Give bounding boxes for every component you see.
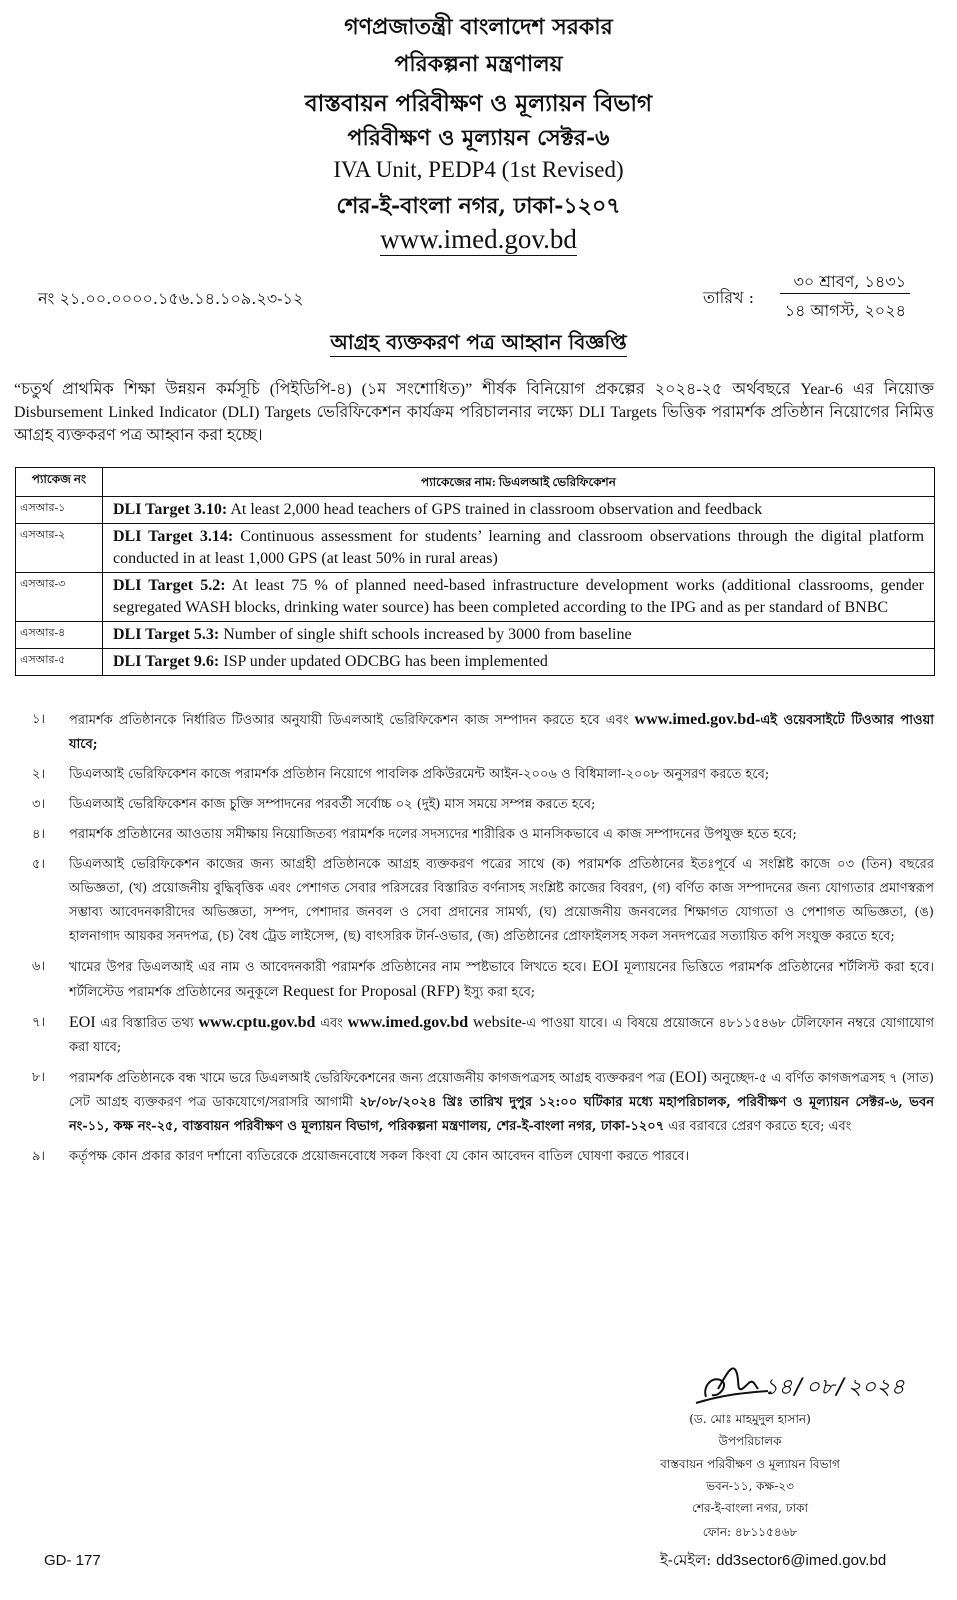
footer-code: GD- 177: [44, 1552, 101, 1569]
item-text: ডিএলআই ভেরিফিকেশন কাজে পরামর্শক প্রতিষ্ঠান নিয়োগে পাবলিক প্রকিউরমেন্ট আইন-২০০৬ ও বিধিমালা-২০০৮ অনুসরণ করতে হবে;: [69, 767, 770, 782]
package-desc-cell: [103, 649, 935, 676]
item-number: ৬।: [32, 959, 46, 974]
condition-item-2: [14, 763, 934, 787]
signatory-building: ভবন-১১, কক্ষ-২৩: [706, 1479, 794, 1493]
eoi-term: (EOI): [669, 1069, 707, 1086]
table-row: [16, 622, 935, 649]
date-label: তারিখ :: [703, 288, 755, 307]
item-text: ইস্যু করা হবে;: [464, 985, 536, 1000]
dli-target: DLI Target 5.3:: [113, 626, 220, 643]
eoi-term: EOI: [69, 1014, 96, 1031]
dli-description: ISP under updated ODCBG has been implemented: [223, 653, 548, 670]
item-number: ৫।: [32, 857, 46, 872]
dli-description: Continuous assessment for students’ learning and classroom observations through the digital platform conducted in at least 1,000 GPS (at least 50% in rural areas): [113, 528, 925, 567]
package-desc-cell: [103, 573, 935, 622]
date-divider: [780, 293, 910, 294]
date-english: ১৪ আগস্ট, ২০২৪: [784, 301, 906, 320]
header-ministry: পরিকল্পনা মন্ত্রণালয়: [394, 51, 563, 77]
condition-item-1: [14, 708, 934, 757]
item-text: পরামর্শক প্রতিষ্ঠানকে নির্ধারিত টিওআর অনুযায়ী ডিএলআই ভেরিফিকেশন কাজ সম্পাদন করতে হবে এবং: [69, 713, 629, 728]
notice-title: [0, 328, 957, 361]
package-desc-cell: [103, 524, 935, 573]
signature-date: ১৪/০৮/২০২৪: [764, 1375, 905, 1400]
signatory-designation: উপপরিচালক: [718, 1434, 782, 1448]
item-text: ডিএলআই ভেরিফিকেশন কাজ চুক্তি সম্পাদনের পরবর্তী সর্বোচ্চ ০২ (দুই) মাস সময়ে সম্পন্ন করতে হবে;: [69, 797, 596, 812]
item-number: ৪।: [32, 827, 46, 842]
item-text: -এ পাওয়া যাবে। এ বিষয়ে প্রয়োজনে ৪৮১১৫৪৬৮ টেলিফোন নম্বরে যোগাযোগ করা যাবে;: [69, 1016, 934, 1055]
item-number: ১।: [32, 712, 46, 727]
package-no: এসআর-২: [16, 524, 103, 573]
header-package-no: প্যাকেজ নং: [16, 468, 103, 497]
item-number: ৭।: [32, 1015, 46, 1030]
rfp-term: Request for Proposal (RFP): [282, 983, 460, 1000]
table-row: [16, 573, 935, 622]
signatory-phone: ফোন: ৪৮১১৫৪৬৮: [702, 1525, 798, 1539]
eoi-term: EOI: [592, 958, 619, 975]
signatory-name: (ড. মোঃ মাহমুদুল হাসান): [689, 1412, 811, 1426]
signatory-address: শের-ই-বাংলা নগর, ঢাকা: [692, 1501, 808, 1515]
package-no: এসআর-৩: [16, 573, 103, 622]
dli-target: DLI Target 9.6:: [113, 653, 220, 670]
condition-item-5: [14, 853, 934, 949]
item-text-bold: -এই ওয়েবসাইটে টিওআর পাওয়া যাবে;: [69, 713, 934, 752]
table-row: [16, 649, 935, 676]
dli-description: At least 75 % of planned need-based infrastructure development works (additional classrooms, gender segregated WASH blocks, drinking water source) has been completed according to the IPG and as per standard of BNBC: [113, 577, 924, 616]
item-text: অনুচ্ছেদ-৫ এ বর্ণিত কাগজপত্রসহ ৭ (সাত) সেট আগ্রহ ব্যক্তকরণ পত্র ডাকযোগে/সরাসরি আগামী: [69, 1071, 934, 1110]
header-package-name: প্যাকেজের নাম: ডিএলআই ভেরিফিকেশন: [103, 468, 935, 497]
table-row: [16, 497, 935, 524]
item-number: ৯।: [32, 1149, 46, 1164]
dli-target: DLI Target 3.10:: [113, 501, 228, 518]
memo-number: নং ২১.০০.০০০০.১৫৬.১৪.১০৯.২৩-১২: [38, 289, 304, 308]
dli-target: DLI Target 3.14:: [113, 528, 234, 545]
date-bangla: ৩০ শ্রাবণ, ১৪৩১: [793, 272, 906, 291]
item-text: এবং: [320, 1016, 343, 1031]
package-no: এসআর-৫: [16, 649, 103, 676]
table-row: [16, 524, 935, 573]
condition-item-6: [14, 955, 934, 1005]
condition-item-8: [14, 1066, 934, 1139]
imed-website-link[interactable]: www.imed.gov.bd: [634, 711, 756, 728]
item-number: ৮।: [32, 1070, 46, 1085]
header-address: শের-ই-বাংলা নগর, ঢাকা-১২০৭: [336, 193, 621, 219]
header-division: বাস্তবায়ন পরিবীক্ষণ ও মূল্যায়ন বিভাগ: [304, 90, 653, 117]
item-text: খামের উপর ডিএলআই এর নাম ও আবেদনকারী পরামর্শক প্রতিষ্ঠানের নাম স্পষ্টভাবে লিখতে হবে।: [69, 960, 587, 975]
item-text: কর্তৃপক্ষ কোন প্রকার কারণ দর্শানো ব্যতিরেকে প্রয়োজনবোধে সকল কিংবা যে কোন আবেদন বাতিল ঘোষণা করতে পারবে।: [69, 1149, 690, 1164]
package-desc-cell: [103, 622, 935, 649]
condition-item-7: [14, 1011, 934, 1060]
package-desc-cell: [103, 497, 935, 524]
item-text: মূল্যায়নের ভিত্তিতে পরামর্শক প্রতিষ্ঠানের শর্টলিস্ট করা হবে। শর্টলিস্টেড পরামর্শক প্রতিষ্ঠানের অনুকূলে: [69, 960, 934, 1000]
header-website[interactable]: [0, 224, 957, 255]
item-text: ডিএলআই ভেরিফিকেশন কাজের জন্য আগ্রহী প্রতিষ্ঠানকে আগ্রহ ব্যক্তকরণ পত্রের সাথে (ক) পরামর্শক প্রতিষ্ঠানের ইতঃপূর্বে এ সংশ্লিষ্ট কাজে ০৩ (তিন) বছরের অভিজ্ঞতা, (খ) প্রয়োজনীয় বুদ্ধিবৃত্তিক এবং পেশাগত সেবার পরিসরের বিস্তারিত বর্ণনাসহ সংশ্লিষ্ট কাজের বিবরণ, (গ) বর্ণিত কাজ সম্পাদনের জন্য যোগ্যতার প্রমাণস্বরূপ সম্ভাব্য আবেদনকারীদের অভিজ্ঞতা, সম্পদ, পেশাদার জনবল ও সেবা প্রদানের সামর্থ্য, (ঘ) প্রয়োজনীয় জনবলের শিক্ষাগত যোগ্যতা ও পেশাগত অভিজ্ঞতা, (ঙ) হালনাগাদ আয়কর সনদপত্র, (চ) বৈধ ট্রেড লাইসেন্স, (ছ) বাৎসরিক টার্ন-ওভার, (জ) প্রতিষ্ঠানের প্রোফাইলসহ সকল সনদপত্রের সত্যায়িত কপি সংযুক্ত করতে হবে;: [69, 857, 934, 944]
item-number: ৩।: [32, 797, 46, 812]
signatory-division: বাস্তবায়ন পরিবীক্ষণ ও মূল্যায়ন বিভাগ: [660, 1457, 840, 1471]
website-term: website: [472, 1014, 522, 1031]
cptu-website-link[interactable]: www.cptu.gov.bd: [198, 1014, 316, 1031]
package-table: [15, 467, 935, 676]
item-text: এর বিস্তারিত তথ্য: [100, 1016, 194, 1031]
header-sector: পরিবীক্ষণ ও মূল্যায়ন সেক্টর-৬: [347, 125, 610, 151]
conditions-list: [14, 708, 934, 1175]
condition-item-9: [14, 1145, 934, 1169]
dli-description: At least 2,000 head teachers of GPS trained in classroom observation and feedback: [230, 501, 763, 518]
email-address-link[interactable]: dd3sector6@imed.gov.bd: [716, 1552, 887, 1569]
condition-item-3: [14, 793, 934, 817]
email-label: ই-মেইল:: [660, 1551, 712, 1569]
dli-target: DLI Target 5.2:: [113, 577, 226, 594]
condition-item-4: [14, 823, 934, 847]
header-website-link[interactable]: www.imed.gov.bd: [380, 224, 577, 254]
package-table-header: [16, 468, 935, 497]
header-unit: IVA Unit, PEDP4 (1st Revised): [333, 157, 624, 182]
item-text: পরামর্শক প্রতিষ্ঠানের আওতায় সমীক্ষায় নিয়োজিতব্য পরামর্শক দলের সদস্যদের শারীরিক ও মানসিকভাবে এ কাজ সম্পাদনের উপযুক্ত হতে হবে;: [69, 827, 797, 842]
header-government: গণপ্রজাতন্ত্রী বাংলাদেশ সরকার: [344, 14, 613, 40]
package-no: এসআর-১: [16, 497, 103, 524]
imed-website-link[interactable]: www.imed.gov.bd: [347, 1014, 469, 1031]
dli-description: Number of single shift schools increased by 3000 from baseline: [223, 626, 632, 643]
intro-paragraph: “চতুর্থ প্রাথমিক শিক্ষা উন্নয়ন কর্মসূচি (পিইডিপি-৪) (১ম সংশোধিত)” শীর্ষক বিনিয়োগ প্রকল্পের ২০২৪-২৫ অর্থবছরে Year-6 এর নিয়োক্ত Disbursement Linked Indicator (DLI) Targets ভেরিফিকেশন কার্যক্রম পরিচালনার লক্ষ্যে DLI Targets ভিত্তিক পরামর্শক প্রতিষ্ঠান নিয়োগের নিমিত্ত আগ্রহ ব্যক্তকরণ পত্র আহ্বান করা হচ্ছে।: [14, 381, 934, 444]
package-no: এসআর-৪: [16, 622, 103, 649]
item-text: এর বরাবরে প্রেরণ করতে হবে; এবং: [668, 1119, 852, 1134]
submission-deadline: ২৮/০৮/২০২৪ খ্রিঃ তারিখ দুপুর ১২:০০ ঘটিকার মধ্যে মহাপরিচালক, পরিবীক্ষণ ও মূল্যায়ন সেক্টর-৬, ভবন নং-১১, কক্ষ নং-২৫, বাস্তবায়ন পরিবীক্ষণ ও মূল্যায়ন বিভাগ, পরিকল্পনা মন্ত্রণালয়, শের-ই-বাংলা নগর, ঢাকা-১২০৭: [69, 1095, 934, 1134]
item-number: ২।: [32, 767, 46, 782]
notice-title-text: আগ্রহ ব্যক্তকরণ পত্র আহ্বান বিজ্ঞপ্তি: [330, 330, 626, 357]
item-text: পরামর্শক প্রতিষ্ঠানকে বন্ধ খামে ভরে ডিএলআই ভেরিফিকেশনের জন্য প্রয়োজনীয় কাগজপত্রসহ আগ্রহ ব্যক্তকরণ পত্র: [69, 1071, 666, 1086]
signatory-email-line: [660, 1549, 930, 1574]
